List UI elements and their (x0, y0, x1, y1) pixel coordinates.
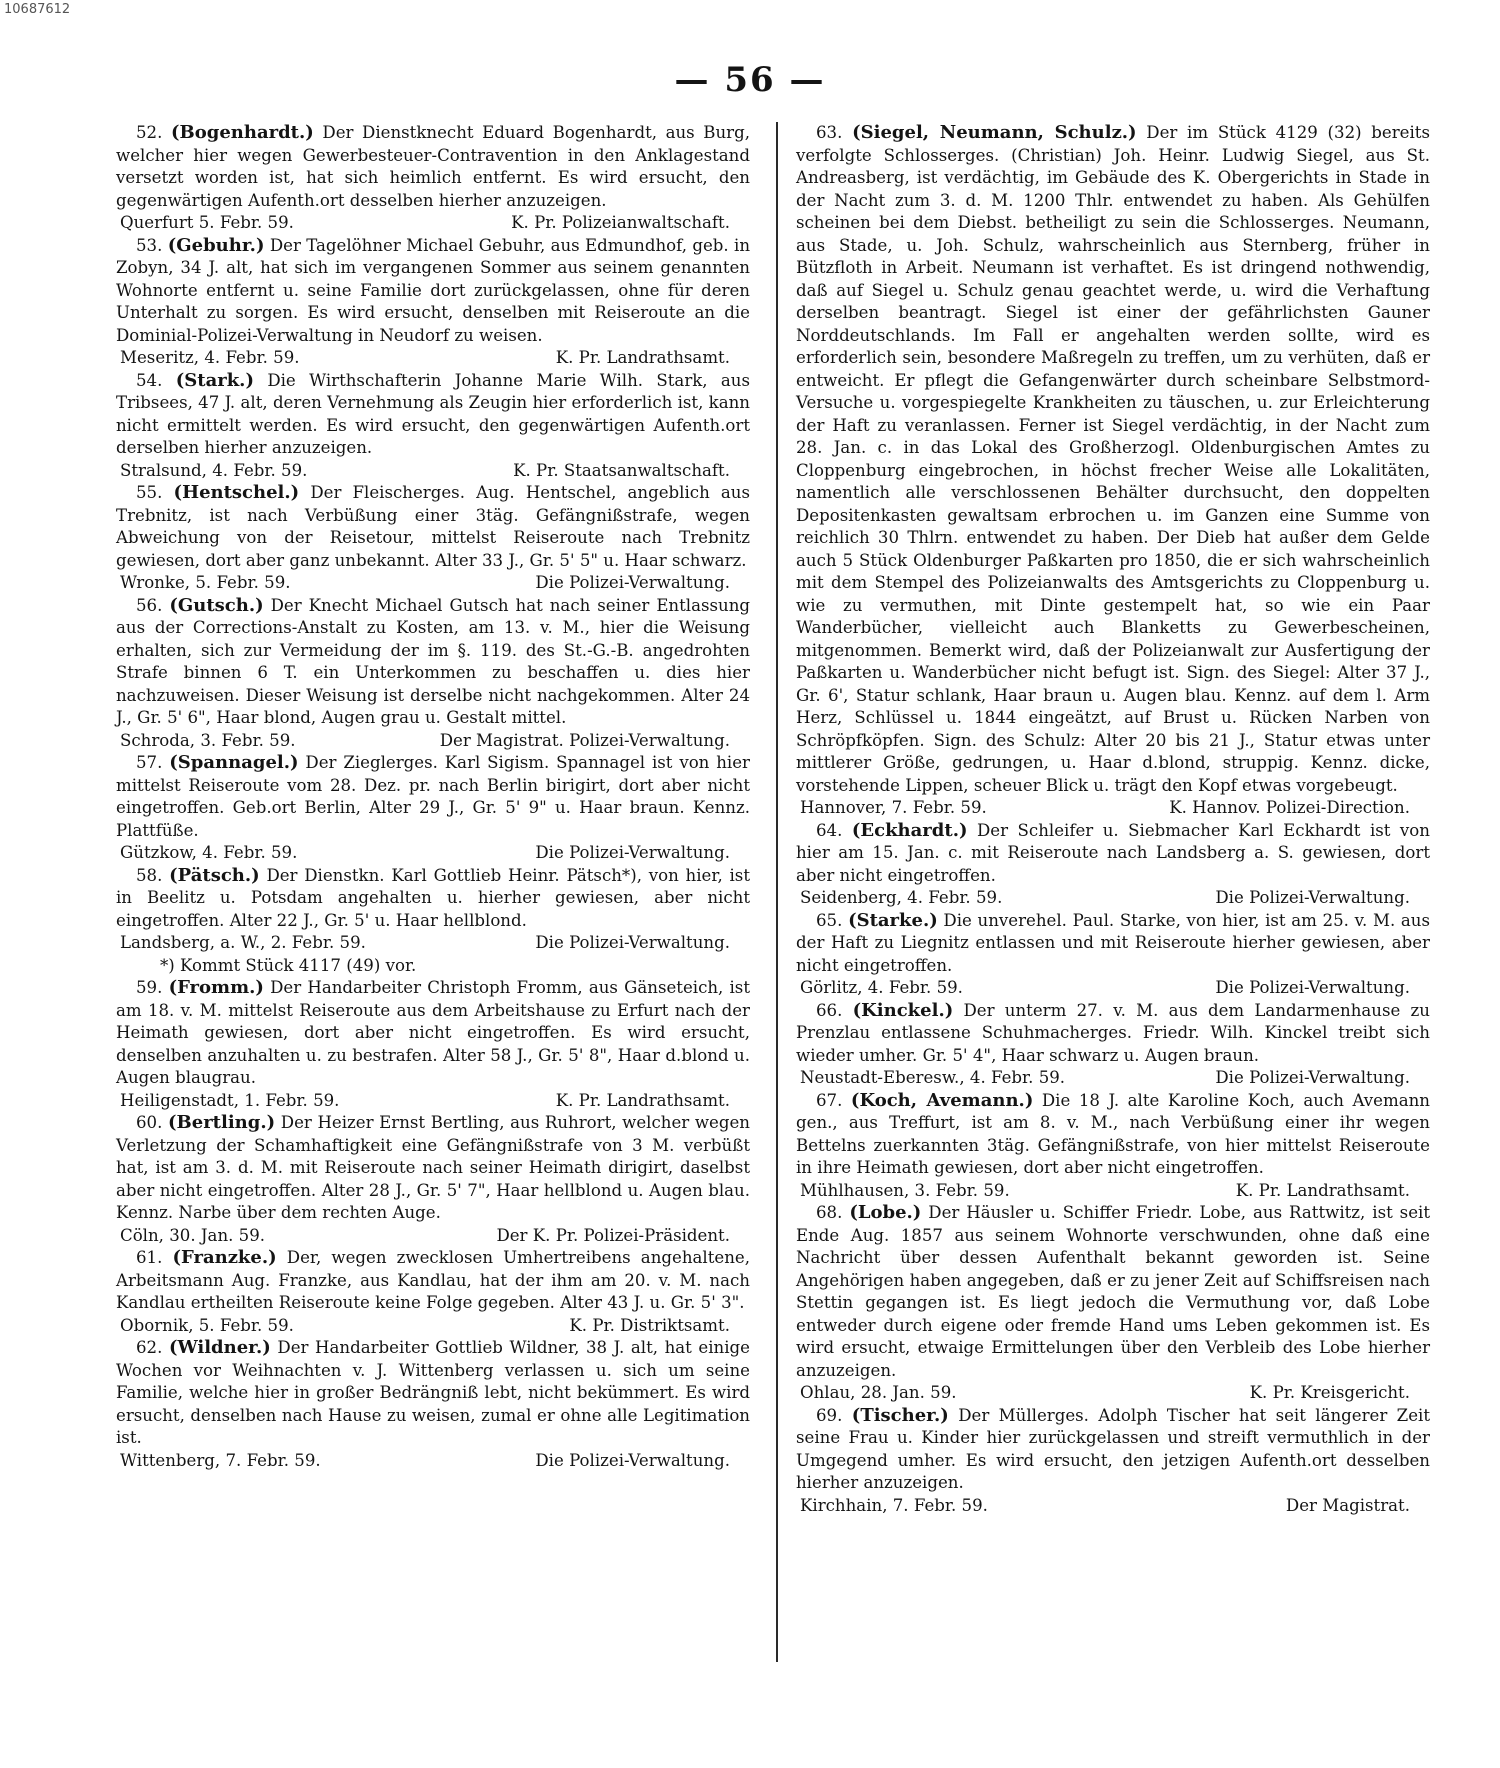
notice (116, 865, 750, 978)
notice-body: Der Handarbeiter Christoph Fromm, aus Gänseteich, ist am 18. v. M. mittelst Reiseroute aus dem Arbeitshause zu Erfurt nach der Heimath gewiesen, dort aber nicht eingetroffen. Es wird ersucht, denselben anzuhalten u. zu bestrafen. Alter 58 J., Gr. 5' 8", Haar d.blond u. Augen blaugrau. (116, 978, 750, 1087)
notice-signature (116, 1225, 750, 1248)
notice (796, 1405, 1430, 1518)
notice-place-date: Landsberg, a. W., 2. Febr. 59. (120, 933, 366, 952)
notice-body: Der Zieglerges. Karl Sigism. Spannagel ist von hier mittelst Reiseroute vom 28. Dez. pr. nach Berlin birigirt, dort aber nicht eingetroffen. Geb.ort Berlin, Alter 29 J., Gr. 5' 9" u. Haar braun. Kennz. Plattfüße. (116, 753, 750, 840)
notice-body: Der Fleischerges. Aug. Hentschel, angeblich aus Trebnitz, ist nach Verbüßung einer 3täg. Gefängnißstrafe, wegen Abweichung von der Reisetour, mittelst Reiseroute nach Trebnitz gewiesen, dort aber ganz unbekannt. Alter 33 J., Gr. 5' 5" u. Haar schwarz. (116, 483, 751, 570)
notice-number: 62. (136, 1338, 163, 1357)
notice-signature (116, 460, 750, 483)
notice-text (796, 1000, 1430, 1068)
notice-name: (Siegel, Neumann, Schulz.) (852, 122, 1137, 143)
notice (796, 1202, 1430, 1405)
notice-body: Die Wirthschafterin Johanne Marie Wilh. Stark, aus Tribsees, 47 J. alt, deren Vernehmung als Zeugin hier erforderlich ist, kann nicht ermittelt werden. Es wird ersucht, den gegenwärtigen Aufenth.ort derselben hierher anzuzeigen. (116, 370, 751, 457)
notice-body: Der Knecht Michael Gutsch hat nach seiner Entlassung aus der Corrections-Anstalt zu Kosten, am 13. v. M., hier die Weisung erhalten, sich zur Vermeidung der im §. 119. des St.-G.-B. angedrohten Strafe binnen 6 T. ein Unterkommen zu beschaffen u. dies hier nachzuweisen. Dieser Weisung ist derselbe nicht nachgekommen. Alter 24 J., Gr. 5' 6", Haar blond, Augen grau u. Gestalt mittel. (116, 595, 751, 727)
notice-signature (116, 572, 750, 595)
notice (116, 122, 750, 235)
notice (116, 370, 750, 483)
notice-body: Die unverehel. Paul. Starke, von hier, ist am 25. v. M. aus der Haft zu Liegnitz entlassen und mit Reiseroute hierher gewiesen, aber nicht eingetroffen. (796, 910, 1430, 975)
notice-authority: Die Polizei-Verwaltung. (535, 933, 730, 952)
notice-signature (796, 1180, 1430, 1203)
notice-authority: Die Polizei-Verwaltung. (1215, 888, 1410, 907)
notice-number: 56. (136, 595, 163, 615)
notice-signature (796, 887, 1430, 910)
notice-text (116, 977, 750, 1090)
notice-place-date: Obornik, 5. Febr. 59. (120, 1315, 294, 1335)
notice-body: Die 18 J. alte Karoline Koch, auch Avemann gen., aus Treffurt, ist am 8. v. M., nach Verbüßung einer ihr wegen Bettelns zuerkannten 3täg. Gefängnißstrafe, von hier mittelst Reiseroute in ihre Heimath gewiesen, dort aber nicht eingetroffen. (796, 1090, 1430, 1177)
notice-place-date: Cöln, 30. Jan. 59. (120, 1225, 266, 1245)
notice-place-date: Wronke, 5. Febr. 59. (120, 573, 291, 592)
notice-body: Der Heizer Ernst Bertling, aus Ruhrort, welcher wegen Verletzung der Schamhaftigkeit eine Gefängnißstrafe von 3 M. verbüßt hat, ist am 3. d. M. mit Reiseroute nach seiner Heimath dirigirt, daselbst aber nicht eingetroffen. Alter 28 J., Gr. 5' 7", Haar hellblond u. Augen blau. Kennz. Narbe über dem rechten Auge. (116, 1113, 750, 1222)
notice-place-date: Querfurt 5. Febr. 59. (120, 213, 294, 232)
notice-name: (Pätsch.) (169, 864, 260, 886)
notice-text (796, 820, 1430, 888)
notice-number: 66. (816, 1000, 843, 1020)
notice (796, 1090, 1430, 1203)
notice-place-date: Ohlau, 28. Jan. 59. (800, 1383, 957, 1402)
notice-number: 65. (816, 910, 843, 930)
notice-name: (Koch, Avemann.) (850, 1089, 1034, 1111)
notice-number: 58. (136, 865, 163, 885)
notice-authority: Der K. Pr. Polizei-Präsident. (496, 1225, 730, 1245)
notice-place-date: Seidenberg, 4. Febr. 59. (800, 888, 1003, 907)
notice-text (116, 865, 750, 933)
notice (796, 820, 1430, 910)
notice-text (116, 752, 750, 842)
notice-text (796, 1202, 1430, 1382)
notice (116, 1337, 750, 1472)
notice-place-date: Mühlhausen, 3. Febr. 59. (800, 1180, 1010, 1200)
notice-number: 68. (816, 1203, 843, 1222)
notice-name: (Starke.) (848, 909, 938, 931)
notice-body: Der Müllerges. Adolph Tischer hat seit längerer Zeit seine Frau u. Kinder hier zurückgelassen und streift vermuthlich in der Umgegend umher. Es wird ersucht, den jetzigen Aufenth.ort desselben hierher anzuzeigen. (796, 1405, 1431, 1492)
notice-text (116, 1247, 750, 1315)
notice-text (116, 1112, 750, 1225)
notice-text (116, 595, 750, 730)
notice-name: (Fromm.) (168, 977, 264, 998)
notice-name: (Spannagel.) (169, 752, 299, 773)
notice-number: 60. (136, 1113, 163, 1132)
notice-name: (Lobe.) (849, 1202, 922, 1223)
notice-authority: K. Pr. Landrathsamt. (1235, 1180, 1410, 1200)
notice-body: Der unterm 27. v. M. aus dem Landarmenhause zu Prenzlau entlassene Schuhmacherges. Friedr. Wilh. Kinckel treibt sich wieder umher. Gr. 5' 4", Haar schwarz u. Augen braun. (796, 1000, 1430, 1065)
notice-text (116, 482, 750, 572)
notice-signature (796, 797, 1430, 820)
notice-name: (Eckhardt.) (851, 819, 968, 841)
column-left (116, 122, 750, 1472)
notice-body: Der Handarbeiter Gottlieb Wildner, 38 J. alt, hat einige Wochen vor Weihnachten v. J. Wittenberg verlassen u. sich um seine Familie, welche hier in großer Bedrängniß lebt, nicht bekümmert. Es wird ersucht, denselben nach Hause zu weisen, zumal er ohne alle Legitimation ist. (116, 1338, 750, 1447)
notice-name: (Kinckel.) (852, 999, 954, 1021)
notice-authority: Die Polizei-Verwaltung. (1215, 1068, 1410, 1087)
notice (116, 977, 750, 1112)
notice-name: (Gutsch.) (169, 594, 264, 616)
notice-place-date: Meseritz, 4. Febr. 59. (120, 348, 300, 367)
notice-name: (Tischer.) (851, 1404, 949, 1426)
notice-authority: Die Polizei-Verwaltung. (535, 843, 730, 862)
notice-authority: K. Pr. Landrathsamt. (555, 1090, 730, 1110)
notice-place-date: Görlitz, 4. Febr. 59. (800, 978, 963, 997)
notice-number: 63. (816, 123, 843, 142)
notice-number: 55. (136, 483, 163, 502)
notice-body: Der im Stück 4129 (32) bereits verfolgte Schlosserges. (Christian) Joh. Heinr. Ludwig Siegel, aus St. Andreasberg, ist verdächtig, im Gebäude des K. Obergerichts in Stade in der Nacht zum 3. d. M. 1200 Thlr. entwendet zu haben. Als Gehülfen scheinen bei dem Diebst. betheiligt zu sein die Schlosserges. Neumann, aus Stade, u. Joh. Schulz, wahrscheinlich aus Sternberg, früher in Bützfloth in Arbeit. Neumann ist verhaftet. Es ist dringend nothwendig, daß auf Siegel u. Schulz genau geachtet werde, u. wird die Verhaftung derselben beantragt. Siegel ist einer der gefährlichsten Gauner Norddeutschlands. Im Fall er angehalten werden sollte, wird es erforderlich sein, besondere Maßregeln zu treffen, um zu verhüten, daß er entweicht. Er pflegt die Gefangenwärter durch scheinbare Selbstmord-Versuche u. vorgespiegelte Krankheiten zu täuschen, u. zur Erleichterung der Haft zu veranlassen. Ferner ist Siegel verdächtig, in der Nacht zum 28. Jan. c. in das Lokal des Großherzogl. Oldenburgischen Amtes zu Cloppenburg eingebrochen, in höchst frecher Weise alle Lokalitäten, namentlich alle verschlossenen Behälter durchsucht, den doppelten Depositenkasten gewaltsam erbrochen u. im Ganzen eine Summe von reichlich 30 Thlrn. entwendet zu haben. Der Dieb hat außer dem Gelde auch 5 Stück Oldenburger Paßkarten pro 1850, die er sich wahrscheinlich mit dem Stempel des Polizeianwalts des Amtsgerichts zu Cloppenburg u. wie zu vermuthen, mit Dinte gestempelt hat, so wie ein Paar Wanderbücher, vielleicht auch Blanketts zu Gewerbescheinen, mitgenommen. Bemerkt wird, daß der Polizeianwalt zur Ausfertigung der Paßkarten u. Wanderbücher nicht befugt ist. Sign. des Siegel: Alter 37 J., Gr. 6', Statur schlank, Haar braun u. Augen blau. Kennz. auf dem l. Arm Herz, Schlüssel u. 1844 eingeätzt, auf Brust u. Rücken Narben von Schröpfköpfen. Sign. des Schulz: Alter 20 bis 21 J., Statur etwas unter mittlerer Größe, gedrungen, u. Haar d.blond, struppig. Kennz. dicke, vorstehende Lippen, scheuer Blick u. trägt den Kopf etwas vorgebeugt. (796, 123, 1430, 795)
notice-authority: Die Polizei-Verwaltung. (535, 1450, 730, 1470)
notice-signature (116, 212, 750, 235)
notice-place-date: Wittenberg, 7. Febr. 59. (120, 1450, 321, 1470)
notice-place-date: Gützkow, 4. Febr. 59. (120, 843, 298, 862)
notice-authority: K. Pr. Kreisgericht. (1249, 1383, 1410, 1402)
notice-authority: Die Polizei-Verwaltung. (535, 573, 730, 592)
notice-body: Der Dienstknecht Eduard Bogenhardt, aus Burg, welcher hier wegen Gewerbesteuer-Contravention in den Anklagestand versetzt worden ist, hat sich heimlich entfernt. Es wird ersucht, den gegenwärtigen Aufenth.ort desselben hierher anzuzeigen. (116, 123, 751, 210)
notice-place-date: Stralsund, 4. Febr. 59. (120, 460, 308, 480)
notice-number: 69. (816, 1405, 843, 1425)
notice-signature (796, 1495, 1430, 1518)
column-right (796, 122, 1430, 1517)
notice-place-date: Hannover, 7. Febr. 59. (800, 798, 987, 817)
notice-text (116, 1337, 750, 1450)
notice-signature (116, 842, 750, 865)
notice-body: Der Häusler u. Schiffer Friedr. Lobe, aus Rattwitz, ist seit Ende Aug. 1857 aus seinem Wohnorte verschwunden, ohne daß eine Nachricht über dessen Aufenthalt bekannt geworden ist. Seine Angehörigen haben angegeben, daß er zu jener Zeit auf Schiffsreisen nach Stettin gegangen ist. Es liegt jedoch die Vermuthung vor, daß Lobe entweder durch eigene oder fremde Hand ums Leben gekommen ist. Es wird ersucht, etwaige Ermittelungen über den Verbleib des Lobe hierher anzuzeigen. (796, 1203, 1430, 1380)
notice-text (116, 235, 750, 348)
notice (116, 482, 750, 595)
notice-place-date: Kirchhain, 7. Febr. 59. (800, 1495, 988, 1515)
notice-number: 52. (136, 123, 163, 142)
notice-name: (Gebuhr.) (167, 234, 265, 256)
notice-text (116, 370, 750, 460)
notice-number: 53. (136, 235, 163, 255)
notice-body: Der Dienstkn. Karl Gottlieb Heinr. Pätsch*), von hier, ist in Beelitz u. Potsdam angehalten u. hierher gewiesen, aber nicht eingetroffen. Alter 22 J., Gr. 5' u. Haar hellblond. (116, 865, 750, 930)
notice-authority: K. Pr. Distriktsamt. (569, 1315, 730, 1335)
page-number: — 56 — (674, 60, 826, 100)
notice-authority: K. Pr. Landrathsamt. (555, 348, 730, 367)
column-divider (776, 122, 778, 1662)
notice-text (796, 910, 1430, 978)
notice-number: 57. (136, 753, 163, 772)
notice-body: Der Tagelöhner Michael Gebuhr, aus Edmundhof, geb. in Zobyn, 34 J. alt, hat sich im vergangenen Sommer aus seinem genannten Wohnorte entfernt u. seine Familie dort zurückgelassen, ohne für deren Unterhalt zu sorgen. Es wird ersucht, denselben mit Reiseroute an die Dominial-Polizei-Verwaltung in Neudorf zu weisen. (116, 235, 751, 345)
notice-number: 59. (136, 978, 163, 997)
notice-footnote: *) Kommt Stück 4117 (49) vor. (160, 955, 417, 975)
notice-authority: K. Pr. Polizeianwaltschaft. (511, 213, 730, 232)
notice-signature (116, 1315, 750, 1338)
notice-body: Der Schleifer u. Siebmacher Karl Eckhardt ist von hier am 15. Jan. c. mit Reiseroute nach Landsberg a. S. gewiesen, dort aber nicht eingetroffen. (796, 820, 1430, 885)
notice-signature (116, 1090, 750, 1113)
notice (796, 910, 1430, 1000)
notice-text (796, 122, 1430, 797)
notice-number: 54. (136, 370, 163, 390)
notice-number: 61. (136, 1248, 163, 1267)
notice-name: (Hentschel.) (173, 482, 300, 503)
notice-name: (Bogenhardt.) (171, 122, 314, 143)
notice-name: (Franzke.) (172, 1247, 277, 1268)
notice (116, 1112, 750, 1247)
notice-number: 64. (816, 820, 843, 840)
notice-place-date: Heiligenstadt, 1. Febr. 59. (120, 1090, 340, 1110)
notice-text (796, 1405, 1430, 1495)
notice-name: (Wildner.) (168, 1337, 271, 1358)
notice (116, 1247, 750, 1337)
notice-authority: Die Polizei-Verwaltung. (1215, 978, 1410, 997)
notice-signature (116, 1450, 750, 1473)
scan-id: 10687612 (4, 2, 71, 17)
notice (116, 752, 750, 865)
notice-name: (Stark.) (175, 369, 254, 391)
notice-signature (116, 347, 750, 370)
notice-text (116, 122, 750, 212)
notice-number: 67. (816, 1090, 843, 1110)
notice-place-date: Neustadt-Eberesw., 4. Febr. 59. (800, 1068, 1066, 1087)
notice (796, 1000, 1430, 1090)
notice-name: (Bertling.) (168, 1112, 276, 1133)
notice-body: Der, wegen zwecklosen Umhertreibens angehaltene, Arbeitsmann Aug. Franzke, aus Kandlau, hat der ihm am 20. v. M. nach Kandlau ertheilten Reiseroute keine Folge gegeben. Alter 43 J. u. Gr. 5' 3". (116, 1248, 750, 1312)
notice-authority: Der Magistrat. Polizei-Verwaltung. (439, 730, 730, 750)
notice-authority: Der Magistrat. (1285, 1495, 1410, 1515)
notice-text (796, 1090, 1430, 1180)
notice-signature (796, 1382, 1430, 1405)
notice-signature (116, 932, 750, 955)
notice (796, 122, 1430, 820)
notice-authority: K. Pr. Staatsanwaltschaft. (513, 460, 730, 480)
notice (116, 595, 750, 753)
notice-signature (796, 977, 1430, 1000)
notice-signature (116, 730, 750, 753)
notice (116, 235, 750, 370)
notice-authority: K. Hannov. Polizei-Direction. (1169, 798, 1410, 817)
notice-signature (796, 1067, 1430, 1090)
notice-place-date: Schroda, 3. Febr. 59. (120, 730, 296, 750)
